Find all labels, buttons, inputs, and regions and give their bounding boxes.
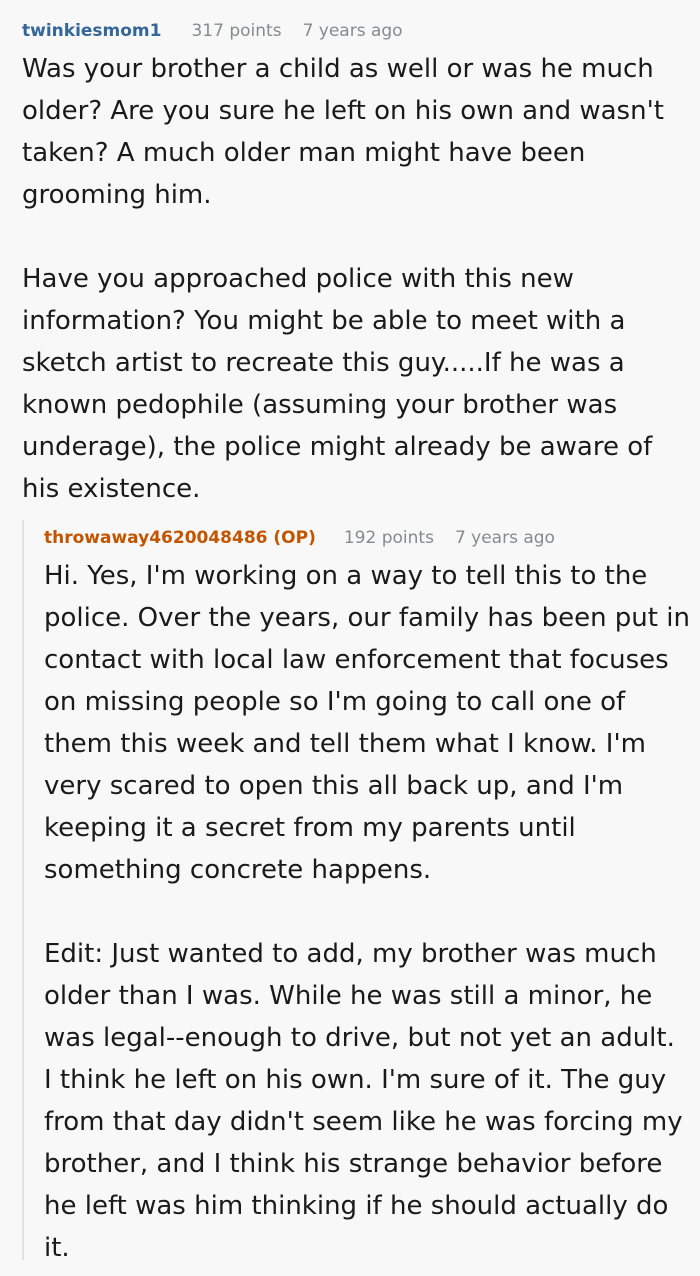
reply-author-link[interactable]: throwaway4620048486 (OP) [44,528,316,548]
reply-paragraph: Edit: Just wanted to add, my brother was much older than I was. While he was still a minor, he was legal--enough to drive, but not yet an adult. I think he left on his own. I'm sure of it. The guy from that day didn't seem like he was forcing my brother, and I think his strange behavior before he left was him thinking if he should actually do it. [44,939,683,1263]
comment-meta [22,19,403,43]
reply-points: 192 points [343,528,434,548]
reply-timestamp[interactable]: 7 years ago [454,528,555,548]
comment-paragraph: Was your brother a child as well or was he much older? Are you sure he left on his own and wasn't taken? A much older man might have been grooming him. [22,54,664,210]
comment-author-link[interactable]: twinkiesmom1 [22,21,162,41]
reply-comment [22,520,700,1263]
reply-meta [44,526,555,550]
comment-points: 317 points [191,21,282,41]
comment-paragraph: Have you approached police with this new information? You might be able to meet with a sketch artist to recreate this guy.....If he was a known pedophile (assuming your brother was underage), the police might already be aware of his existence. [22,264,653,504]
reply-paragraph: Hi. Yes, I'm working on a way to tell this to the police. Over the years, our family has been put in contact with local law enforcement that focuses on missing people so I'm going to call one of them this week and tell them what I know. I'm very scared to open this all back up, and I'm keeping it a secret from my parents until something concrete happens. [44,561,690,885]
reply-body [44,555,700,1269]
comment-timestamp[interactable]: 7 years ago [302,21,403,41]
comment-body [22,48,692,510]
